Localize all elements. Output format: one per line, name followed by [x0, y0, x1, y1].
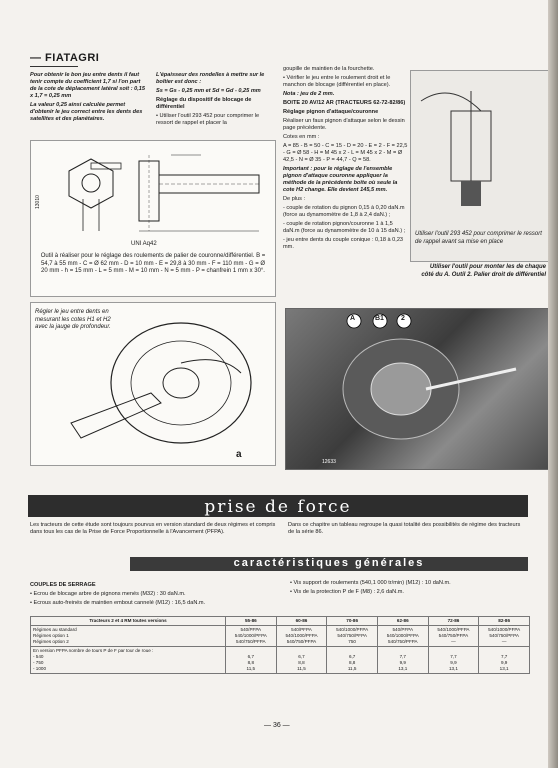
header-title: — FIATAGRI	[30, 52, 100, 64]
intro-left: Les tracteurs de cette étude sont toujours pourvus en version standard de deux régimes et compris dans tous les cas de la Prise de Force Proportionnelle à l'Avancement (PFPA).	[30, 522, 276, 535]
regime-cell: 540/PFPA 540/1000/PFPA 540/750/PFPA	[226, 626, 277, 647]
tool-dimension-label: 13010	[35, 195, 41, 209]
bearing-tool-caption: Utiliser l'outil pour monter les de chaque côté du A. Outil 2. Palier droit de différentiel	[421, 264, 546, 278]
regime-cell: 540/1000/PFPA 540/750/PFPA —	[428, 626, 479, 647]
regime-label: Régimes option 2	[33, 639, 69, 644]
tool-drawing	[31, 141, 275, 241]
section-title: prise de force	[204, 497, 352, 517]
subsection-title: caractéristiques générales	[233, 557, 425, 569]
spring-tool-figure	[410, 70, 550, 262]
col3-paragraph-2: • Vérifier le jeu entre le roulement droit et le manchon de blocage (différentiel en place).	[283, 75, 391, 88]
header-rule	[30, 66, 78, 67]
regime-cell: 540/1000/PFPA 540/750/PFPA 750	[327, 626, 378, 647]
table-column-header: 70-86	[327, 617, 378, 626]
table-column-header: 82-86	[479, 617, 530, 626]
tool-drawing-figure	[30, 140, 276, 297]
pfpa-row-label: - 1000	[33, 666, 47, 671]
table-header-row	[31, 617, 530, 626]
torque-specs-title: COUPLES DE SERRAGE	[30, 582, 96, 588]
pfpa-cell: 7,7 9,9 13,1	[428, 647, 479, 674]
torque-spec-item: • Ecrous auto-freinés de maintien embout cannelé (M12) : 16,5 daN.m.	[30, 600, 206, 606]
table-row	[31, 626, 530, 647]
regime-label: Régimes option 1	[33, 633, 69, 638]
col3-paragraph-7: - couple de rotation du pignon 0,15 à 0,20 daN.m (force au dynamomètre de 1,8 à 2,4 daN.) ;	[283, 205, 405, 218]
column-3	[283, 66, 408, 253]
intro-right: Dans ce chapitre un tableau regroupe la quasi totalité des possibilités de régime des tracteurs de la série 86.	[288, 522, 521, 535]
col1-paragraph-1: Pour obtenir le bon jeu entre dents il faut tenir compte du coefficient 1,7 si l'on part de la cote de déplacement latéral soit : 0,15 x 1,7 = 0,25 mm	[30, 72, 146, 99]
table-column-header: 72-86	[428, 617, 479, 626]
regime-label-cell	[31, 626, 226, 647]
col3-important: Important : pour le réglage de l'ensemble pignon d'attaque couronne appliquer la méthode de la précédente boîte où seule la cote H2 change. Elle devient 145,5 mm.	[283, 166, 398, 193]
column-1	[30, 72, 148, 125]
pfpa-cell: 6,7 8,8 11,5	[327, 647, 378, 674]
pfpa-cell: 6,7 8,8 11,5	[276, 647, 327, 674]
table-column-header: 55-86	[226, 617, 277, 626]
column-2	[156, 72, 274, 129]
col3-note: Nota : jeu de 2 mm.	[283, 91, 335, 97]
col2-paragraph-2: • Utiliser l'outil 293 452 pour comprimer le ressort de rappel et placer la	[156, 113, 260, 126]
book-spine-shadow	[548, 0, 558, 768]
photo-callout-a: A	[350, 315, 356, 322]
torque-spec-item: • Vis de la protection P de F (M8) : 2,6 daN.m.	[290, 589, 404, 595]
subsection-banner	[130, 557, 528, 571]
col2-heading: Réglage du dispositif de blocage de différentiel	[156, 97, 252, 110]
table-row	[31, 647, 530, 674]
col3-heading-1: BOITE 20 AV/12 AR (TRACTEURS 62-72-82/86)	[283, 100, 406, 106]
regime-cell: 540/PFPA 540/1000/PFPA 540/750/PFPA	[377, 626, 428, 647]
gear-figure-label: a	[236, 449, 242, 460]
col3-paragraph-3: Réaliser un faux pignon d'attaque selon le dessin page précédente.	[283, 118, 405, 131]
pfpa-cell: 6,7 8,8 11,5	[226, 647, 277, 674]
page-number: — 36 —	[264, 722, 290, 729]
col3-heading-2: Réglage pignon d'attaque/couronne	[283, 109, 379, 115]
section-banner	[28, 495, 528, 517]
pfpa-label: En version PFPA nombre de tours P de F par tour de roue :	[33, 648, 154, 653]
pfpa-row-label: - 750	[33, 660, 44, 665]
spring-tool-caption: Utiliser l'outil 293 452 pour comprimer le ressort de rappel avant sa mise en place	[415, 231, 542, 245]
spring-tool-drawing	[411, 71, 549, 211]
tool-reference-label: UNI Aq42	[131, 241, 157, 247]
pfpa-cell: 7,7 9,9 13,1	[377, 647, 428, 674]
col3-paragraph-9: - jeu entre dents du couple conique : 0,18 à 0,23 mm.	[283, 237, 404, 250]
pfpa-label-cell	[31, 647, 226, 674]
gear-callout: Régler le jeu entre dents en mesurant les cotes H1 et H2 avec la jauge de profondeur.	[35, 309, 111, 330]
regime-label: Régimes au standard	[33, 627, 77, 632]
torque-spec-item: • Vis support de roulements (540,1 000 tr/min) (M12) : 10 daN.m.	[290, 580, 451, 586]
col3-paragraph-6: De plus :	[283, 196, 306, 202]
photo-reference: 12633	[322, 459, 336, 465]
col3-paragraph-1: goupille de maintien de la fourchette.	[283, 66, 375, 72]
col3-paragraph-8: - couple de rotation pignon/couronne 1 à 1,5 daN.m (force au dynamomètre de 10 à 15 daN.) ;	[283, 221, 406, 234]
table-corner-cell: Tracteurs 2 et 4 RM toutes versions	[31, 617, 226, 626]
pfpa-row-label: - 540	[33, 654, 44, 659]
regime-cell: 540/1000/PFPA 540/750/PFPA —	[479, 626, 530, 647]
table-column-header: 62-86	[377, 617, 428, 626]
pfpa-cell: 7,7 9,9 13,1	[479, 647, 530, 674]
torque-specs-left	[30, 582, 280, 609]
col3-paragraph-5: A = 85 - B = 50 - C = 15 - D = 20 - E = 2 - F = 22,5 - G = Ø 58 - H = M 45 x 2 - L = M 45 x 2 - M = Ø 42,5 - N = Ø 35 - P = 44,7 - Q = 58.	[283, 143, 408, 163]
gear-drawing-figure	[30, 302, 276, 466]
torque-spec-item: • Ecrou de blocage arbre de pignons menés (M32) : 30 daN.m.	[30, 591, 186, 597]
photo-callout-2: 2	[401, 315, 405, 322]
tool-caption: Outil à réaliser pour le réglage des roulements de palier de couronne/différentiel. B = 54,7 à 55 mm - C = Ø 62 mm - D = 10 mm - E = 29,8 à 30 mm - F = 110 mm - G = Ø 20 mm - h = 15 mm - L = 5 mm - M = 10 mm - N = 5 mm - P = chanfrein 1 mm x 30°.	[40, 253, 266, 274]
photo-graphic	[286, 309, 549, 469]
col3-paragraph-4: Cotes en mm :	[283, 134, 320, 140]
differential-photo	[285, 308, 550, 470]
col2-formula: Ss = Gs - 0,25 mm et Sd = Gd - 0,25 mm	[156, 88, 261, 94]
regime-cell: 540/PFPA 540/1000/PFPA 540/750/PFPA	[276, 626, 327, 647]
col1-paragraph-2: La valeur 0,25 ainsi calculée permet d'obtenir le jeu correct entre les dents des satellites et des planétaires.	[30, 102, 143, 122]
photo-callout-b1: B1	[375, 315, 384, 322]
col2-paragraph-1: L'épaisseur des rondelles à mettre sur le boîtier est donc :	[156, 72, 265, 85]
torque-specs-right	[290, 580, 528, 598]
pto-characteristics-table	[30, 616, 530, 674]
table-column-header: 60-86	[276, 617, 327, 626]
